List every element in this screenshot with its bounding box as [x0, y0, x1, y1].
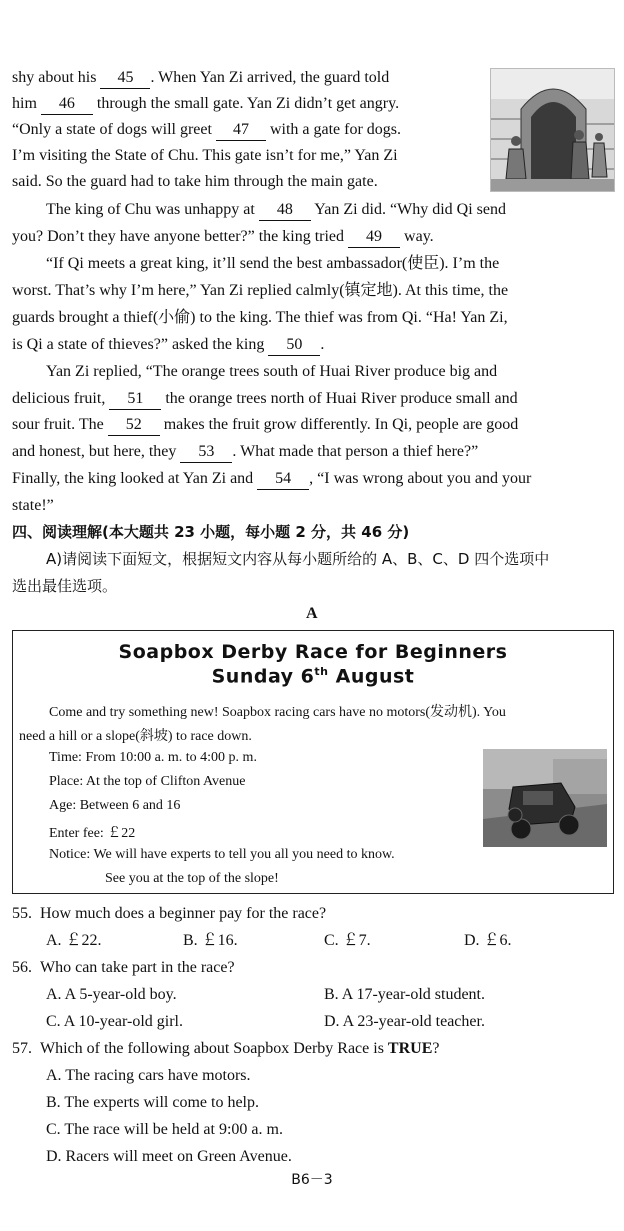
passage-text: him: [12, 95, 37, 112]
passage-text: “Only a state of dogs will greet: [12, 121, 212, 138]
option-55-d[interactable]: D. ￡6.: [464, 932, 512, 949]
question-56: [12, 958, 235, 978]
passage-line-16: [12, 469, 531, 490]
passage-text: . When Yan Zi arrived, the guard told: [150, 69, 390, 86]
question-57: [12, 1039, 439, 1059]
passage-line-3: [12, 120, 401, 141]
passage-text: the orange trees north of Huai River produce small and: [165, 390, 518, 407]
passage-line-2: [12, 94, 399, 115]
ad-closing: See you at the top of the slope!: [105, 871, 279, 886]
option-56-d[interactable]: D. A 23-year-old teacher.: [324, 1013, 485, 1030]
passage-line-12: Yan Zi replied, “The orange trees south of Huai River produce big and: [46, 363, 498, 380]
ad-place: Place: At the top of Clifton Avenue: [49, 774, 246, 789]
option-55-c[interactable]: C. ￡7.: [324, 932, 371, 949]
ad-date: Sunday 6: [211, 665, 315, 688]
question-stem: How much does a beginner pay for the race?: [40, 905, 327, 922]
passage-line-5: said. So the guard had to take him through the main gate.: [12, 173, 378, 190]
blank-54: 54: [257, 469, 309, 490]
option-55-a[interactable]: A. ￡22.: [46, 932, 102, 949]
blank-45: 45: [100, 68, 150, 89]
passage-line-11: [12, 335, 324, 356]
soapbox-car-photo: [483, 749, 607, 847]
question-emphasis: TRUE: [387, 1040, 433, 1057]
option-57-b[interactable]: B. The experts will come to help.: [46, 1094, 259, 1111]
passage-text: .: [320, 336, 325, 353]
passage-line-8: “If Qi meets a great king, it’ll send the best ambassador(使臣). I’m the: [46, 255, 500, 272]
passage-text: delicious fruit,: [12, 390, 106, 407]
section-instruction-1: A)请阅读下面短文，根据短文内容从每小题所给的 A、B、C、D 四个选项中: [46, 550, 550, 568]
ad-month: August: [328, 665, 415, 688]
question-stem: Which of the following about Soapbox Derby Race is: [40, 1040, 388, 1057]
blank-50: 50: [268, 335, 320, 356]
passage-line-7: [12, 227, 434, 248]
passage-text: sour fruit. The: [12, 416, 104, 433]
passage-text: . What made that person a thief here?”: [232, 443, 479, 460]
option-57-d[interactable]: D. Racers will meet on Green Avenue.: [46, 1148, 292, 1165]
advertisement-box: [12, 630, 614, 894]
story-illustration: [490, 68, 615, 192]
passage-line-14: [12, 415, 518, 436]
blank-46: 46: [41, 94, 93, 115]
passage-text: , “I was wrong about you and your: [309, 470, 532, 487]
passage-line-6: [46, 200, 506, 221]
option-56-a[interactable]: A. A 5-year-old boy.: [46, 986, 177, 1003]
passage-letter: A: [306, 605, 318, 622]
blank-52: 52: [108, 415, 160, 436]
passage-text: way.: [404, 228, 434, 245]
question-number: 55.: [12, 905, 32, 922]
passage-text: with a gate for dogs.: [269, 121, 402, 138]
question-55: [12, 904, 326, 924]
passage-text: Finally, the king looked at Yan Zi and: [12, 470, 254, 487]
blank-53: 53: [180, 442, 232, 463]
page-footer: B6－3: [291, 1172, 333, 1188]
passage-text: and honest, but here, they: [12, 443, 177, 460]
option-57-a[interactable]: A. The racing cars have motors.: [46, 1067, 251, 1084]
blank-51: 51: [109, 389, 161, 410]
question-stem-end: ?: [432, 1040, 440, 1057]
question-number: 57.: [12, 1040, 32, 1057]
passage-line-10: guards brought a thief(小偷) to the king. The thief was from Qi. “Ha! Yan Zi,: [12, 309, 508, 326]
passage-line-13: [12, 389, 518, 410]
ad-date-suffix: th: [314, 665, 329, 678]
passage-line-15: [12, 442, 478, 463]
passage-text: you? Don’t they have anyone better?” the king tried: [12, 228, 345, 245]
ad-intro-line-1: Come and try something new! Soapbox racing cars have no motors(发动机). You: [49, 705, 506, 720]
ad-title-line-1: Soapbox Derby Race for Beginners: [118, 641, 508, 663]
ad-fee: Enter fee: ￡22: [49, 826, 136, 841]
passage-line-17: state!”: [12, 497, 54, 514]
passage-text: makes the fruit grow differently. In Qi, people are good: [163, 416, 519, 433]
passage-text: The king of Chu was unhappy at: [46, 201, 255, 218]
passage-text: shy about his: [12, 69, 97, 86]
section-heading: 四、阅读理解(本大题共 23 小题，每小题 2 分，共 46 分): [12, 523, 410, 541]
question-number: 56.: [12, 959, 32, 976]
passage-line-4: I’m visiting the State of Chu. This gate isn’t for me,” Yan Zi: [12, 147, 398, 164]
section-instruction-2: 选出最佳选项。: [12, 577, 118, 595]
option-56-b[interactable]: B. A 17-year-old student.: [324, 986, 485, 1003]
blank-49: 49: [348, 227, 400, 248]
option-56-c[interactable]: C. A 10-year-old girl.: [46, 1013, 183, 1030]
blank-48: 48: [259, 200, 311, 221]
ad-title-line-2: [13, 665, 613, 687]
passage-line-9: worst. That’s why I’m here,” Yan Zi replied calmly(镇定地). At this time, the: [12, 282, 509, 299]
blank-47: 47: [216, 120, 266, 141]
ad-intro-line-2: need a hill or a slope(斜坡) to race down.: [19, 729, 252, 744]
passage-text: through the small gate. Yan Zi didn’t get angry.: [96, 95, 400, 112]
option-57-c[interactable]: C. The race will be held at 9:00 a. m.: [46, 1121, 283, 1138]
passage-text: is Qi a state of thieves?” asked the king: [12, 336, 265, 353]
passage-text: Yan Zi did. “Why did Qi send: [314, 201, 506, 218]
ad-time: Time: From 10:00 a. m. to 4:00 p. m.: [49, 750, 257, 765]
option-55-b[interactable]: B. ￡16.: [183, 932, 238, 949]
ad-notice: Notice: We will have experts to tell you all you need to know.: [49, 847, 395, 862]
passage-line-1: [12, 68, 389, 89]
question-stem: Who can take part in the race?: [40, 959, 235, 976]
ad-age: Age: Between 6 and 16: [49, 798, 181, 813]
